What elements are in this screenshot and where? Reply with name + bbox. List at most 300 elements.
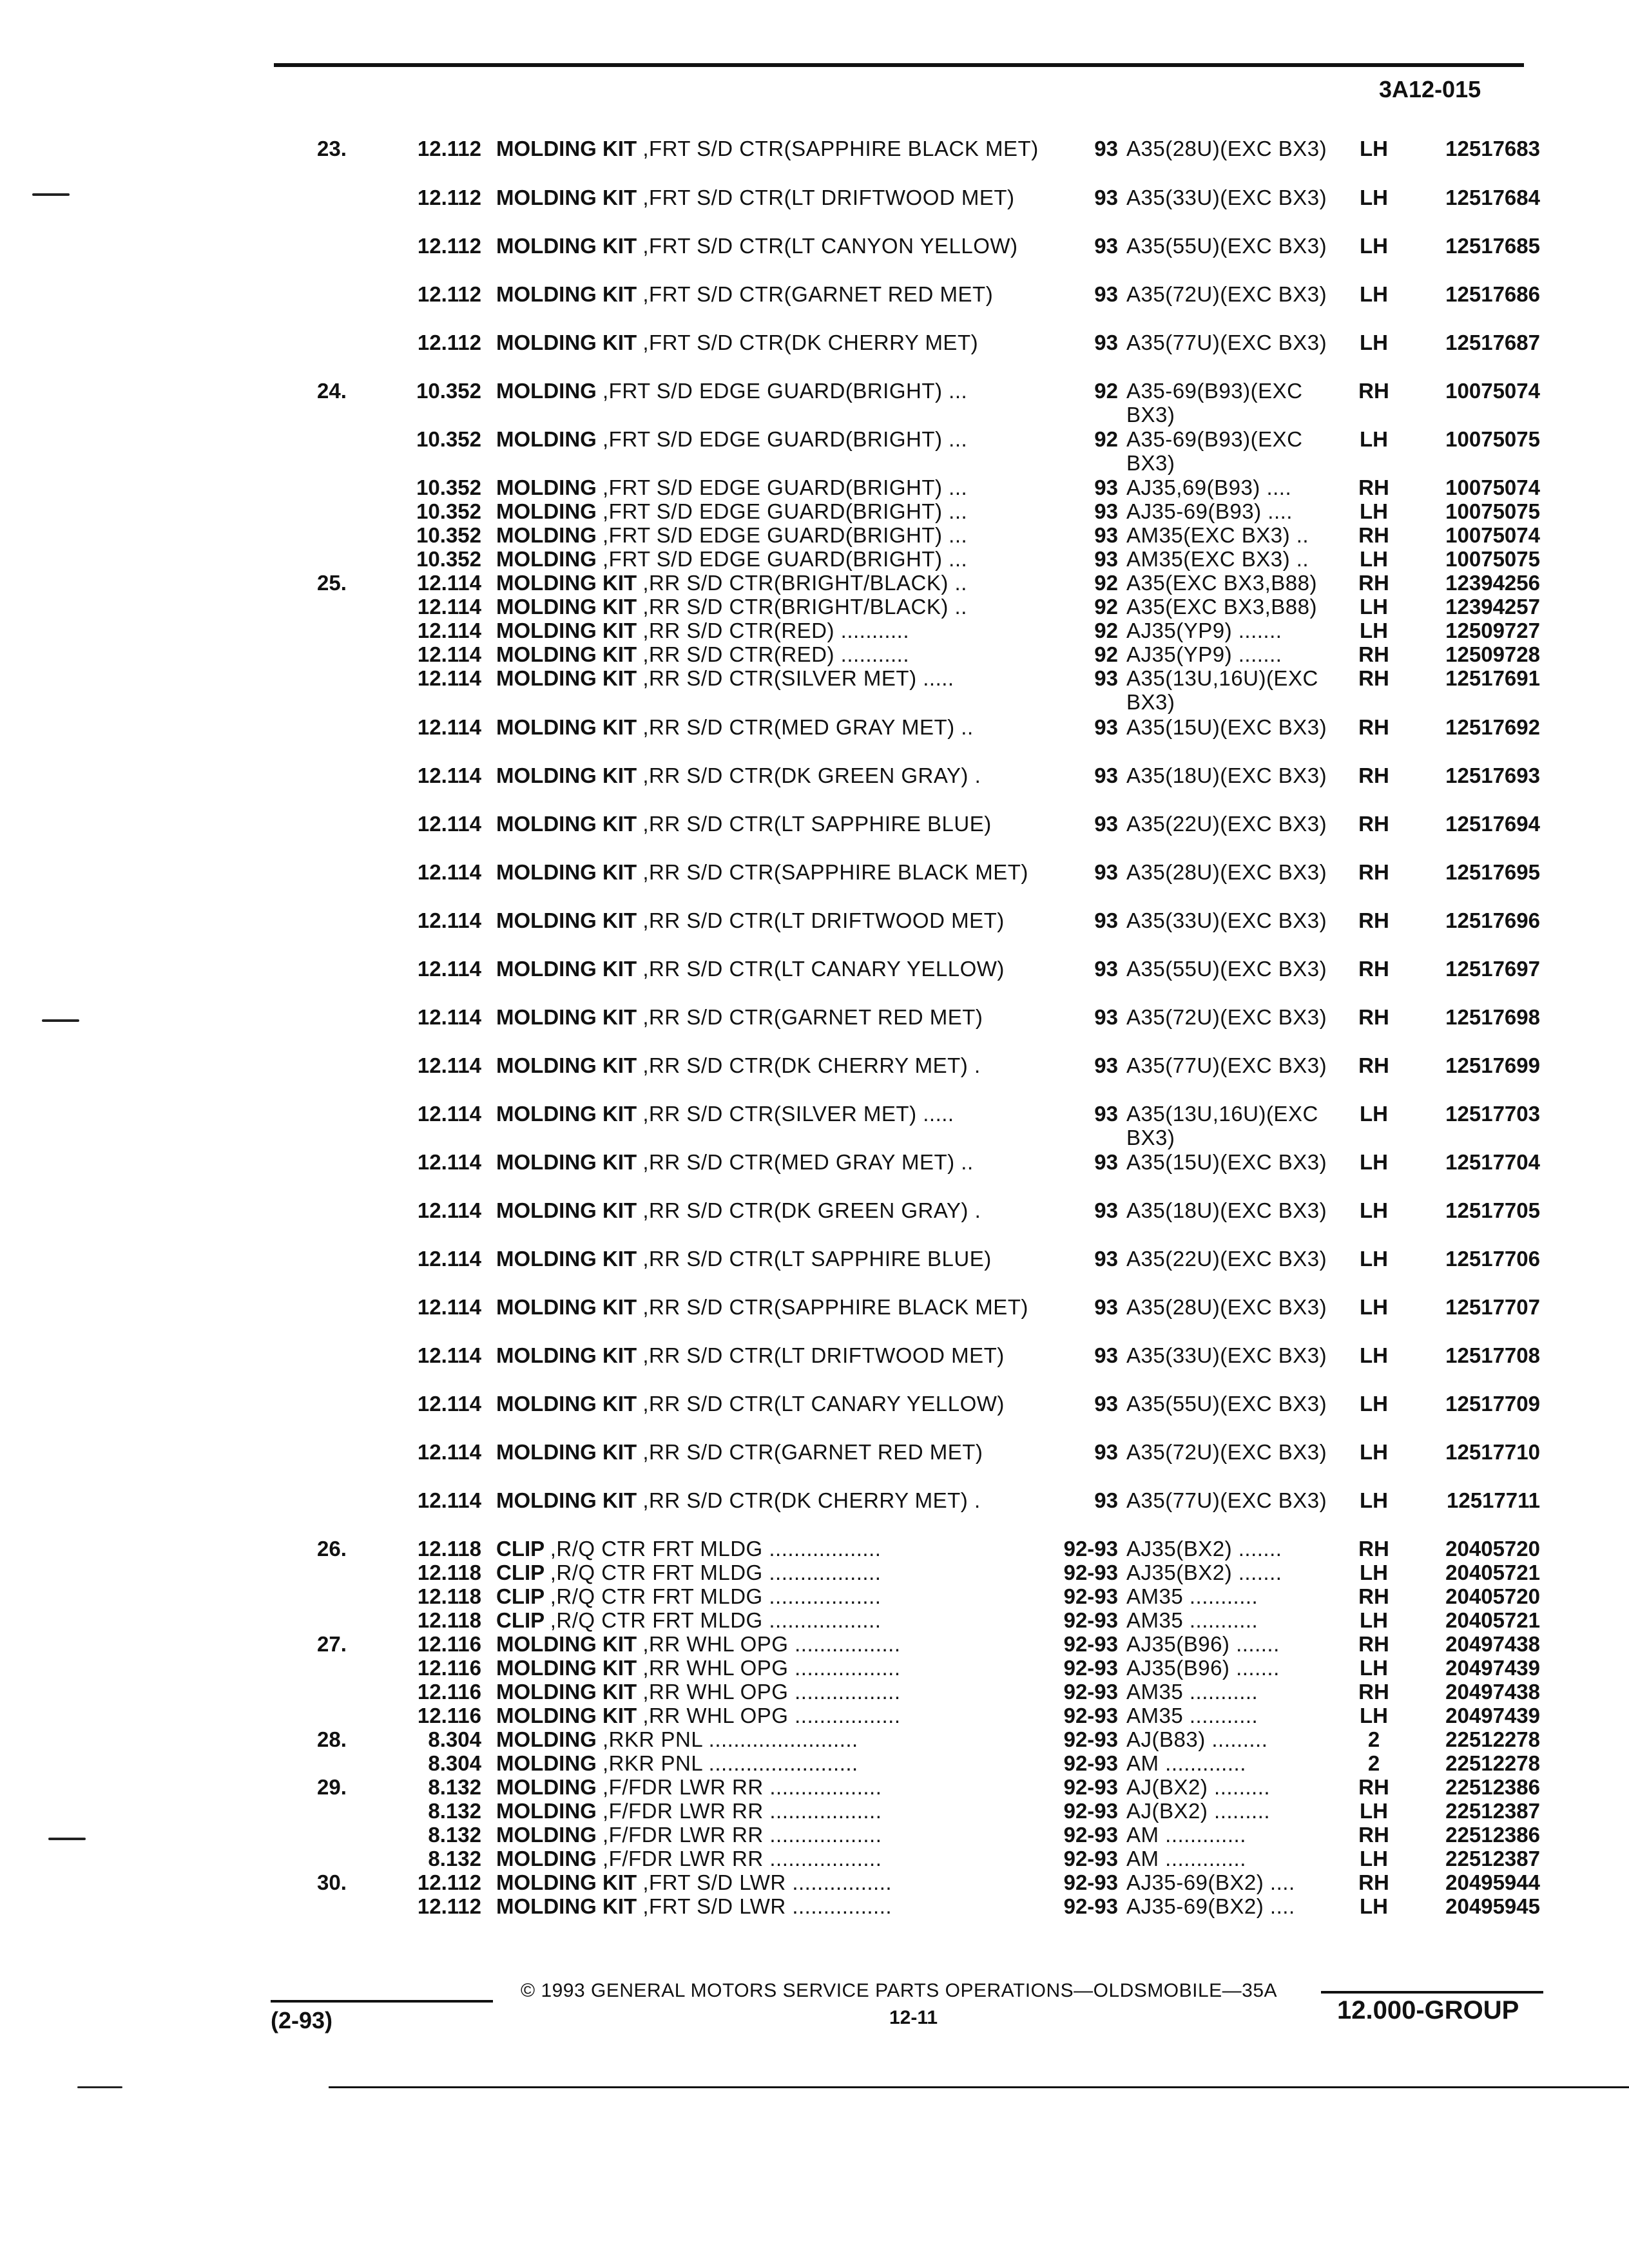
part-name: MOLDING KIT [496,1102,637,1126]
quantity-side: LH [1360,619,1388,642]
item-number: 23. [317,137,347,160]
quantity-side: RH [1358,1680,1389,1704]
part-number: 12517704 [1445,1150,1540,1174]
part-detail: ,RR S/D CTR(MED GRAY MET) .. [642,715,974,739]
part-number: 10075075 [1445,499,1540,523]
part-number: 12517684 [1445,186,1540,209]
quantity-side: RH [1358,571,1389,595]
model-year: 93 [1094,957,1118,981]
model-code: A35-69(B93)(EXC BX3) [1126,379,1303,427]
part-number: 12517695 [1445,860,1540,884]
part-detail: ,FRT S/D CTR(DK CHERRY MET) [642,331,979,354]
group-number: 12.114 [417,595,481,619]
part-detail: ,RR WHL OPG ................. [642,1656,901,1680]
group-number: 12.114 [417,666,481,690]
description [496,1727,1057,1751]
part-detail: ,RR S/D CTR(DK CHERRY MET) . [642,1053,981,1077]
quantity-side: RH [1358,642,1389,666]
quantity-side: RH [1358,812,1389,836]
quantity-side: RH [1358,1584,1389,1608]
quantity-side: RH [1358,1053,1389,1077]
description [496,595,1057,619]
model-code: A35(18U)(EXC BX3) [1126,1198,1327,1222]
description [496,1343,1057,1367]
part-number: 10075074 [1445,379,1540,403]
group-number: 12.114 [417,1198,481,1222]
part-number: 12517703 [1445,1102,1540,1126]
model-code: AJ35-69(B93) .... [1126,499,1293,523]
part-name: CLIP [496,1561,545,1584]
description [496,1584,1057,1608]
part-number: 10075075 [1445,547,1540,571]
group-number: 12.114 [417,1150,481,1174]
part-detail: ,R/Q CTR FRT MLDG .................. [550,1537,882,1561]
part-number: 12517705 [1445,1198,1540,1222]
group-number: 8.304 [428,1727,481,1751]
page-id: 3A12-015 [1379,76,1481,102]
part-name: MOLDING KIT [496,715,637,739]
model-year: 92-93 [1063,1537,1118,1561]
part-detail: ,FRT S/D EDGE GUARD(BRIGHT) ... [602,499,968,523]
model-code: A35(13U,16U)(EXC BX3) [1126,666,1318,714]
model-code: A35(22U)(EXC BX3) [1126,812,1327,836]
quantity-side: LH [1360,1198,1388,1222]
model-year: 92-93 [1063,1847,1118,1870]
copyright-line: © 1993 GENERAL MOTORS SERVICE PARTS OPERATIONS—OLDSMOBILE—35A [521,1980,1278,2001]
part-name: MOLDING [496,1799,597,1823]
part-name: MOLDING KIT [496,595,637,619]
part-detail: ,FRT S/D LWR ................ [642,1894,892,1918]
part-number: 12517692 [1445,715,1540,739]
description [496,1632,1057,1656]
group-number: 12.114 [417,642,481,666]
model-year: 92-93 [1063,1680,1118,1704]
group-number: 12.114 [417,1053,481,1077]
description [496,642,1057,666]
date-code: (2-93) [271,2007,333,2033]
model-code: A35(33U)(EXC BX3) [1126,1343,1327,1367]
part-detail: ,RR S/D CTR(BRIGHT/BLACK) .. [642,595,967,619]
model-code: A35(EXC BX3,B88) [1126,571,1317,595]
part-number: 12517685 [1445,234,1540,258]
part-detail: ,RR S/D CTR(GARNET RED MET) [642,1005,983,1029]
part-number: 22512278 [1445,1751,1540,1775]
description [496,282,1057,306]
part-number: 20497439 [1445,1704,1540,1727]
group-number: 12.114 [417,860,481,884]
group-number: 12.114 [417,812,481,836]
part-detail: ,RR S/D CTR(GARNET RED MET) [642,1440,983,1464]
quantity-side: RH [1358,1870,1389,1894]
part-detail: ,RKR PNL ........................ [602,1727,858,1751]
group-number: 12.112 [417,282,481,306]
part-name: MOLDING [496,379,597,403]
group-number: 12.118 [417,1608,481,1632]
description [496,860,1057,884]
part-detail: ,RR S/D CTR(RED) ........... [642,642,910,666]
group-number: 12.118 [417,1561,481,1584]
model-code: AJ35(B96) ....... [1126,1632,1280,1656]
item-number: 27. [317,1632,347,1656]
quantity-side: LH [1360,1102,1388,1126]
part-detail: ,RR S/D CTR(BRIGHT/BLACK) .. [642,571,967,595]
part-detail: ,RR S/D CTR(DK GREEN GRAY) . [642,1198,981,1222]
model-code: A35(15U)(EXC BX3) [1126,715,1327,739]
group-number: 12.114 [417,764,481,787]
part-name: MOLDING [496,1727,597,1751]
model-code: A35(72U)(EXC BX3) [1126,1005,1327,1029]
model-year: 93 [1094,1053,1118,1077]
quantity-side: RH [1358,764,1389,787]
model-code: AJ35-69(BX2) .... [1126,1870,1295,1894]
model-code: A35(55U)(EXC BX3) [1126,1392,1327,1416]
part-detail: ,FRT S/D CTR(GARNET RED MET) [642,282,994,306]
part-number: 12517687 [1445,331,1540,354]
page-number: 12-11 [889,2007,938,2028]
item-number: 26. [317,1537,347,1561]
part-name: MOLDING KIT [496,137,637,160]
part-detail: ,F/FDR LWR RR .................. [602,1823,882,1847]
part-name: MOLDING KIT [496,1680,637,1704]
model-code: A35(28U)(EXC BX3) [1126,860,1327,884]
part-detail: ,RR S/D CTR(DK GREEN GRAY) . [642,764,981,787]
quantity-side: RH [1358,379,1389,403]
quantity-side: LH [1360,427,1388,451]
model-code: A35(72U)(EXC BX3) [1126,1440,1327,1464]
group-number: 12.114 [417,1488,481,1512]
group-number: 10.352 [416,427,481,451]
item-number: 28. [317,1727,347,1751]
model-code: AJ35-69(BX2) .... [1126,1894,1295,1918]
part-name: MOLDING KIT [496,234,637,258]
part-detail: ,FRT S/D EDGE GUARD(BRIGHT) ... [602,523,968,547]
model-year: 92-93 [1063,1656,1118,1680]
part-name: MOLDING KIT [496,812,637,836]
description [496,379,1057,403]
model-year: 92-93 [1063,1704,1118,1727]
part-name: MOLDING [496,427,597,451]
quantity-side: LH [1360,137,1388,160]
part-name: MOLDING [496,1847,597,1870]
part-number: 20497439 [1445,1656,1540,1680]
model-code: A35(77U)(EXC BX3) [1126,1053,1327,1077]
quantity-side: RH [1358,476,1389,499]
quantity-side: LH [1360,1247,1388,1271]
quantity-side: LH [1360,282,1388,306]
description [496,1823,1057,1847]
description [496,1751,1057,1775]
part-number: 12517699 [1445,1053,1540,1077]
model-code: A35(18U)(EXC BX3) [1126,764,1327,787]
model-year: 92 [1094,642,1118,666]
model-year: 93 [1094,1440,1118,1464]
description [496,1537,1057,1561]
description [496,1102,1057,1126]
part-number: 22512387 [1445,1847,1540,1870]
description [496,1680,1057,1704]
part-detail: ,RR S/D CTR(LT CANARY YELLOW) [642,957,1005,981]
model-code: AM ............. [1126,1847,1246,1870]
model-code: A35-69(B93)(EXC BX3) [1126,427,1303,475]
model-code: AM ............. [1126,1751,1246,1775]
model-year: 93 [1094,1392,1118,1416]
model-year: 92-93 [1063,1727,1118,1751]
part-number: 20495944 [1445,1870,1540,1894]
model-year: 93 [1094,1343,1118,1367]
description [496,1870,1057,1894]
part-detail: ,R/Q CTR FRT MLDG .................. [550,1561,882,1584]
model-year: 93 [1094,523,1118,547]
part-name: MOLDING [496,476,597,499]
part-detail: ,FRT S/D EDGE GUARD(BRIGHT) ... [602,427,968,451]
part-name: MOLDING KIT [496,1488,637,1512]
part-name: MOLDING KIT [496,1198,637,1222]
group-number: 12.114 [417,619,481,642]
group-number: 10.352 [416,476,481,499]
part-detail: ,FRT S/D CTR(LT CANYON YELLOW) [642,234,1018,258]
group-number: 12.112 [417,331,481,354]
description [496,186,1057,209]
description [496,1704,1057,1727]
description [496,1775,1057,1799]
quantity-side: 2 [1367,1751,1380,1775]
description [496,571,1057,595]
part-detail: ,RR S/D CTR(LT SAPPHIRE BLUE) [642,1247,992,1271]
part-name: MOLDING KIT [496,1343,637,1367]
model-year: 92 [1094,427,1118,451]
group-number: 12.118 [417,1537,481,1561]
quantity-side: 2 [1367,1727,1380,1751]
footer-rule-left [271,2000,493,2003]
item-number: 29. [317,1775,347,1799]
part-number: 10075074 [1445,476,1540,499]
part-name: MOLDING KIT [496,1870,637,1894]
model-year: 92-93 [1063,1751,1118,1775]
part-number: 20497438 [1445,1632,1540,1656]
model-code: A35(55U)(EXC BX3) [1126,957,1327,981]
model-code: AJ35(YP9) ....... [1126,642,1282,666]
part-name: MOLDING KIT [496,282,637,306]
quantity-side: LH [1360,1799,1388,1823]
quantity-side: RH [1358,1823,1389,1847]
model-code: AM35 ........... [1126,1608,1258,1632]
part-name: MOLDING KIT [496,1632,637,1656]
description [496,666,1057,690]
group-number: 12.114 [417,1005,481,1029]
model-code: AM35 ........... [1126,1584,1258,1608]
model-year: 92-93 [1063,1561,1118,1584]
description [496,764,1057,787]
model-code: A35(77U)(EXC BX3) [1126,1488,1327,1512]
part-name: MOLDING KIT [496,331,637,354]
quantity-side: LH [1360,1894,1388,1918]
part-detail: ,FRT S/D CTR(SAPPHIRE BLACK MET) [642,137,1039,160]
part-detail: ,F/FDR LWR RR .................. [602,1775,882,1799]
model-code: A35(13U,16U)(EXC BX3) [1126,1102,1318,1149]
group-number: 12.114 [417,1343,481,1367]
part-number: 22512386 [1445,1823,1540,1847]
model-code: AM35 ........... [1126,1680,1258,1704]
quantity-side: LH [1360,499,1388,523]
group-number: 12.114 [417,571,481,595]
model-year: 92 [1094,571,1118,595]
part-detail: ,RR S/D CTR(SAPPHIRE BLACK MET) [642,860,1028,884]
description [496,957,1057,981]
part-detail: ,FRT S/D LWR ................ [642,1870,892,1894]
part-name: MOLDING KIT [496,619,637,642]
model-code: AJ35(YP9) ....... [1126,619,1282,642]
part-name: MOLDING KIT [496,666,637,690]
part-name: CLIP [496,1537,545,1561]
quantity-side: LH [1360,595,1388,619]
model-year: 93 [1094,1247,1118,1271]
model-year: 92 [1094,595,1118,619]
quantity-side: RH [1358,666,1389,690]
part-number: 12517691 [1445,666,1540,690]
group-number: 12.112 [417,137,481,160]
model-year: 93 [1094,331,1118,354]
quantity-side: LH [1360,1295,1388,1319]
part-name: MOLDING KIT [496,764,637,787]
part-number: 12509728 [1445,642,1540,666]
part-number: 20405721 [1445,1561,1540,1584]
quantity-side: LH [1360,186,1388,209]
quantity-side: RH [1358,1537,1389,1561]
model-year: 93 [1094,908,1118,932]
part-name: MOLDING [496,1775,597,1799]
part-detail: ,RR S/D CTR(RED) ........... [642,619,910,642]
model-year: 92-93 [1063,1894,1118,1918]
part-detail: ,RR WHL OPG ................. [642,1680,901,1704]
group-number: 10.352 [416,547,481,571]
part-name: MOLDING [496,499,597,523]
group-number: 8.304 [428,1751,481,1775]
model-code: AJ35(BX2) ....... [1126,1537,1282,1561]
description [496,812,1057,836]
part-detail: ,RR S/D CTR(LT SAPPHIRE BLUE) [642,812,992,836]
description [496,137,1057,160]
part-name: MOLDING KIT [496,1053,637,1077]
model-code: A35(33U)(EXC BX3) [1126,908,1327,932]
quantity-side: RH [1358,1632,1389,1656]
model-code: AJ35,69(B93) .... [1126,476,1292,499]
group-number: 12.116 [417,1632,481,1656]
model-year: 93 [1094,137,1118,160]
description [496,523,1057,547]
model-year: 93 [1094,715,1118,739]
part-detail: ,F/FDR LWR RR .................. [602,1847,882,1870]
model-year: 93 [1094,499,1118,523]
group-number: 12.112 [417,234,481,258]
item-number: 24. [317,379,347,403]
part-number: 12517696 [1445,908,1540,932]
group-number: 12.114 [417,1392,481,1416]
description [496,1247,1057,1271]
model-year: 93 [1094,186,1118,209]
description [496,1488,1057,1512]
part-name: MOLDING KIT [496,860,637,884]
part-number: 22512278 [1445,1727,1540,1751]
part-number: 22512387 [1445,1799,1540,1823]
model-year: 93 [1094,1005,1118,1029]
model-code: AJ35(B96) ....... [1126,1656,1280,1680]
quantity-side: RH [1358,715,1389,739]
model-year: 93 [1094,1295,1118,1319]
group-number: 12.116 [417,1704,481,1727]
model-code: A35(15U)(EXC BX3) [1126,1150,1327,1174]
quantity-side: LH [1360,1440,1388,1464]
part-number: 12517694 [1445,812,1540,836]
footer-rule-right [1321,1991,1543,1994]
model-year: 92 [1094,379,1118,403]
description [496,619,1057,642]
group-number: 8.132 [428,1799,481,1823]
model-code: AM35 ........... [1126,1704,1258,1727]
part-detail: ,FRT S/D EDGE GUARD(BRIGHT) ... [602,476,968,499]
group-number: 12.116 [417,1680,481,1704]
description [496,499,1057,523]
part-name: MOLDING KIT [496,957,637,981]
quantity-side: RH [1358,860,1389,884]
group-number: 12.114 [417,1295,481,1319]
model-year: 93 [1094,476,1118,499]
part-detail: ,FRT S/D EDGE GUARD(BRIGHT) ... [602,547,968,571]
part-name: MOLDING KIT [496,1656,637,1680]
description [496,1198,1057,1222]
group-number: 12.114 [417,957,481,981]
part-number: 12517693 [1445,764,1540,787]
part-name: MOLDING KIT [496,1005,637,1029]
description [496,331,1057,354]
part-name: CLIP [496,1608,545,1632]
model-code: AJ(BX2) ......... [1126,1775,1271,1799]
model-code: A35(28U)(EXC BX3) [1126,137,1327,160]
description [496,1799,1057,1823]
quantity-side: LH [1360,547,1388,571]
part-detail: ,RR S/D CTR(LT CANARY YELLOW) [642,1392,1005,1416]
part-detail: ,RR S/D CTR(SILVER MET) ..... [642,666,954,690]
description [496,1005,1057,1029]
model-code: A35(72U)(EXC BX3) [1126,282,1327,306]
quantity-side: RH [1358,523,1389,547]
description [496,1150,1057,1174]
model-code: AM35(EXC BX3) .. [1126,523,1309,547]
model-code: A35(77U)(EXC BX3) [1126,331,1327,354]
model-code: A35(33U)(EXC BX3) [1126,186,1327,209]
description [496,1561,1057,1584]
part-detail: ,R/Q CTR FRT MLDG .................. [550,1584,882,1608]
part-name: MOLDING KIT [496,1295,637,1319]
model-code: AJ(BX2) ......... [1126,1799,1271,1823]
model-year: 93 [1094,234,1118,258]
quantity-side: LH [1360,1561,1388,1584]
part-detail: ,RR S/D CTR(SAPPHIRE BLACK MET) [642,1295,1028,1319]
part-name: MOLDING [496,1751,597,1775]
part-number: 12517697 [1445,957,1540,981]
model-year: 92-93 [1063,1584,1118,1608]
group-number: 8.132 [428,1847,481,1870]
description [496,234,1057,258]
part-name: MOLDING KIT [496,1894,637,1918]
quantity-side: LH [1360,331,1388,354]
part-name: MOLDING KIT [496,1150,637,1174]
quantity-side: RH [1358,957,1389,981]
group-number: 12.114 [417,1440,481,1464]
part-name: MOLDING KIT [496,1247,637,1271]
quantity-side: LH [1360,1656,1388,1680]
group-number: 10.352 [416,523,481,547]
part-detail: ,RR S/D CTR(SILVER MET) ..... [642,1102,954,1126]
